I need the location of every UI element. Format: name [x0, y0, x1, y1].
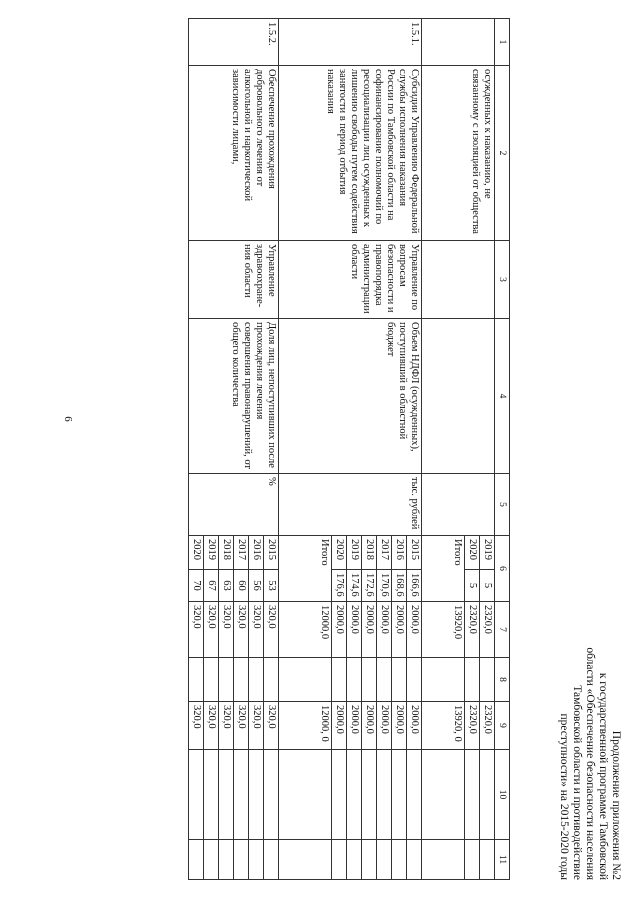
amount-cell: 320,0: [219, 602, 234, 658]
amount-cell: 2000,0: [377, 702, 392, 750]
year-cell: Итого: [279, 536, 332, 602]
col-header: 4: [495, 319, 510, 474]
year-cell: 2018: [219, 536, 234, 570]
page-heading: [557, 0, 622, 880]
heading-line: Тамбовской области и противодействие: [571, 685, 583, 880]
year-cell: 2020: [332, 536, 347, 570]
item-number: 1.5.2.: [189, 19, 279, 66]
amount-cell: 320,0: [234, 602, 249, 658]
unit-cell: тыс. рублей: [279, 474, 422, 536]
col-header: 9: [495, 702, 510, 750]
amount-cell: 320,0: [249, 602, 264, 658]
year-cell: 2015: [407, 536, 422, 570]
measure-description: Обеспечение прохождения добровольного лечения от алкогольной и наркотической зависимости лицами,: [189, 66, 279, 241]
amount-cell: 2000,0: [407, 602, 422, 658]
page-number: 6: [62, 416, 74, 422]
heading-line: преступности» на 2015-2020 годы: [558, 713, 570, 880]
year-cell: 2019: [347, 536, 362, 570]
indicator-cell: 70: [189, 570, 204, 602]
amount-cell: 12000,0: [279, 602, 332, 658]
amount-cell: 320,0: [189, 602, 204, 658]
amount-cell: 2320,0: [465, 602, 480, 658]
amount-cell: 2000,0: [362, 602, 377, 658]
heading-line: Продолжение приложения №2: [610, 730, 622, 880]
col-header: 5: [495, 474, 510, 536]
amount-cell: 2000,0: [392, 702, 407, 750]
amount-cell: 2000,0: [347, 702, 362, 750]
year-cell: 2019: [204, 536, 219, 570]
year-cell: 2020: [189, 536, 204, 570]
col-header: 6: [495, 536, 510, 602]
indicator-cell: 5: [465, 570, 480, 602]
amount-cell: 2000,0: [377, 602, 392, 658]
amount-cell: 2320,0: [480, 602, 495, 658]
measure-description: Субсидии Управлению Федеральной службы исполнения наказания России по Тамбовской области на софинансирование полномочий по ресоциализации лиц осужденных к лишению свободы путем содействия занятости в период отбытия наказания: [279, 66, 422, 241]
indicator-cell: 172,6: [362, 570, 377, 602]
col-header: 2: [495, 66, 510, 241]
table-row: [480, 19, 495, 880]
program-table: [188, 18, 510, 880]
indicator-cell: 67: [204, 570, 219, 602]
year-cell: 2016: [249, 536, 264, 570]
year-cell: 2017: [377, 536, 392, 570]
col-header: 10: [495, 750, 510, 840]
year-cell: 2015: [264, 536, 279, 570]
indicator-cell: 170,6: [377, 570, 392, 602]
indicator-cell: 174,6: [347, 570, 362, 602]
indicator-name: Объем НДФЛ (осужденных), поступивший в областной бюджет: [279, 319, 422, 474]
col-header: 7: [495, 602, 510, 658]
heading-line: к государственной программе Тамбовской: [597, 672, 609, 880]
indicator-cell: 63: [219, 570, 234, 602]
year-cell: 2018: [362, 536, 377, 570]
year-cell: 2016: [392, 536, 407, 570]
measure-description: осужденных к наказанию, не связанному с изоляцией от общества: [422, 66, 495, 241]
amount-cell: 2320,0: [465, 702, 480, 750]
amount-cell: 2000,0: [362, 702, 377, 750]
indicator-cell: 60: [234, 570, 249, 602]
responsible-executor: Управление по вопросам безопасности и правопорядка администрации области: [279, 241, 422, 319]
indicator-cell: 56: [249, 570, 264, 602]
year-cell: 2017: [234, 536, 249, 570]
amount-cell: 2000,0: [332, 702, 347, 750]
year-cell: 2019: [480, 536, 495, 570]
col-header: 11: [495, 840, 510, 880]
amount-cell: 320,0: [204, 702, 219, 750]
column-number-row: [495, 19, 510, 880]
table-row: [264, 19, 279, 880]
indicator-cell: 168,6: [392, 570, 407, 602]
item-number: 1.5.1.: [279, 19, 422, 66]
amount-cell: 12000, 0: [279, 702, 332, 750]
amount-cell: 2000,0: [392, 602, 407, 658]
col-header: 8: [495, 658, 510, 702]
col-header: 1: [495, 19, 510, 66]
amount-cell: 2320,0: [480, 702, 495, 750]
indicator-cell: 176,6: [332, 570, 347, 602]
amount-cell: 320,0: [249, 702, 264, 750]
col-header: 3: [495, 241, 510, 319]
amount-cell: 2000,0: [407, 702, 422, 750]
unit-cell: %: [189, 474, 279, 536]
indicator-cell: 5: [480, 570, 495, 602]
indicator-name: Доля лиц, непоступивших после прохождения лечения совершения правонарушений, от общего количества: [189, 319, 279, 474]
amount-cell: 320,0: [189, 702, 204, 750]
amount-cell: 320,0: [219, 702, 234, 750]
year-cell: 2020: [465, 536, 480, 570]
amount-cell: 320,0: [264, 602, 279, 658]
year-cell: Итого: [422, 536, 465, 602]
responsible-executor: Управление здравоохране-ния области: [189, 241, 279, 319]
amount-cell: 320,0: [204, 602, 219, 658]
amount-cell: 320,0: [234, 702, 249, 750]
indicator-cell: 166,6: [407, 570, 422, 602]
heading-line: области «Обеспечение безопасности населения: [584, 647, 596, 880]
amount-cell: 320,0: [264, 702, 279, 750]
indicator-cell: 53: [264, 570, 279, 602]
amount-cell: 13920, 0: [422, 702, 465, 750]
amount-cell: 2000,0: [332, 602, 347, 658]
table-row: [407, 19, 422, 880]
amount-cell: 13920,0: [422, 602, 465, 658]
amount-cell: 2000,0: [347, 602, 362, 658]
